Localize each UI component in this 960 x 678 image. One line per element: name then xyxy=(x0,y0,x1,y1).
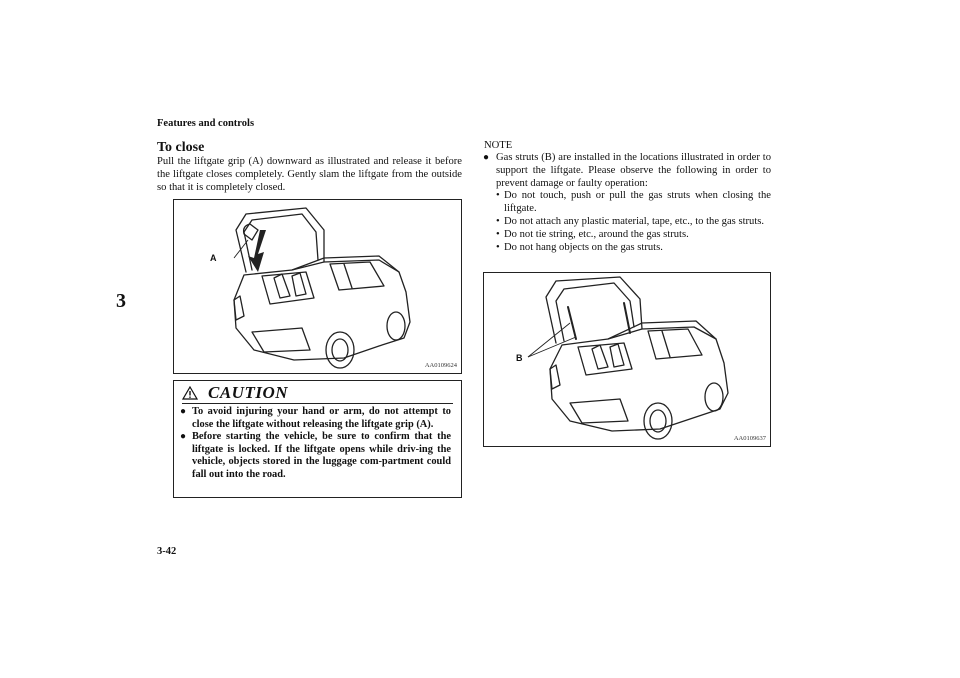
warning-triangle-icon xyxy=(182,386,198,400)
note-sub-item: • Do not touch, push or pull the gas struts when closing the liftgate. xyxy=(496,190,771,215)
chapter-tab: 3 xyxy=(116,290,126,312)
note-sub-item: • Do not hang objects on the gas struts. xyxy=(496,241,663,253)
caution-divider xyxy=(182,403,453,404)
bullet-dot-icon: ● xyxy=(180,431,187,442)
caution-header xyxy=(182,383,288,403)
section-heading: To close xyxy=(157,140,205,155)
note-sub-item: • Do not attach any plastic material, tape, etc., to the gas struts. xyxy=(496,215,765,227)
note-main-item: ● Gas struts (B) are installed in the locations illustrated in order to support the liftgate. Please observe the following in order to prevent damage or faulty operation: xyxy=(483,152,771,189)
caution-title: CAUTION xyxy=(208,383,289,402)
liftgate-close-illustration xyxy=(173,199,462,374)
bullet-dot-icon: ● xyxy=(483,152,490,163)
caution-item: ● To avoid injuring your hand or arm, do not attempt to close the liftgate without releasing the liftgate grip (A). xyxy=(180,406,451,430)
note-sub-item: • Do not tie string, etc., around the gas struts. xyxy=(496,228,689,240)
figure-code: AA0109637 xyxy=(733,435,766,442)
figure-code: AA0109624 xyxy=(424,362,457,369)
car-liftgate-close-drawing xyxy=(174,200,461,373)
car-gas-struts-drawing xyxy=(484,273,770,446)
caution-box xyxy=(173,380,462,498)
gas-struts-illustration xyxy=(483,272,771,447)
callout-a: A xyxy=(210,253,217,263)
note-block xyxy=(483,152,771,254)
caution-item: ● Before starting the vehicle, be sure to confirm that the liftgate is locked. If the liftgate opens while driv-ing the vehicle, objects stored in the luggage com-partment could fall out into the road. xyxy=(180,431,451,480)
section-header: Features and controls xyxy=(157,118,255,129)
page-number: 3-42 xyxy=(157,546,177,557)
bullet-dot-icon: ● xyxy=(180,406,187,417)
caution-list xyxy=(180,406,451,481)
note-label: NOTE xyxy=(484,140,513,151)
instruction-paragraph: Pull the liftgate grip (A) downward as illustrated and release it before the liftgate closes completely. Gently slam the liftgate from the outside so that it is completely closed. xyxy=(157,156,462,193)
callout-b: B xyxy=(516,353,523,363)
